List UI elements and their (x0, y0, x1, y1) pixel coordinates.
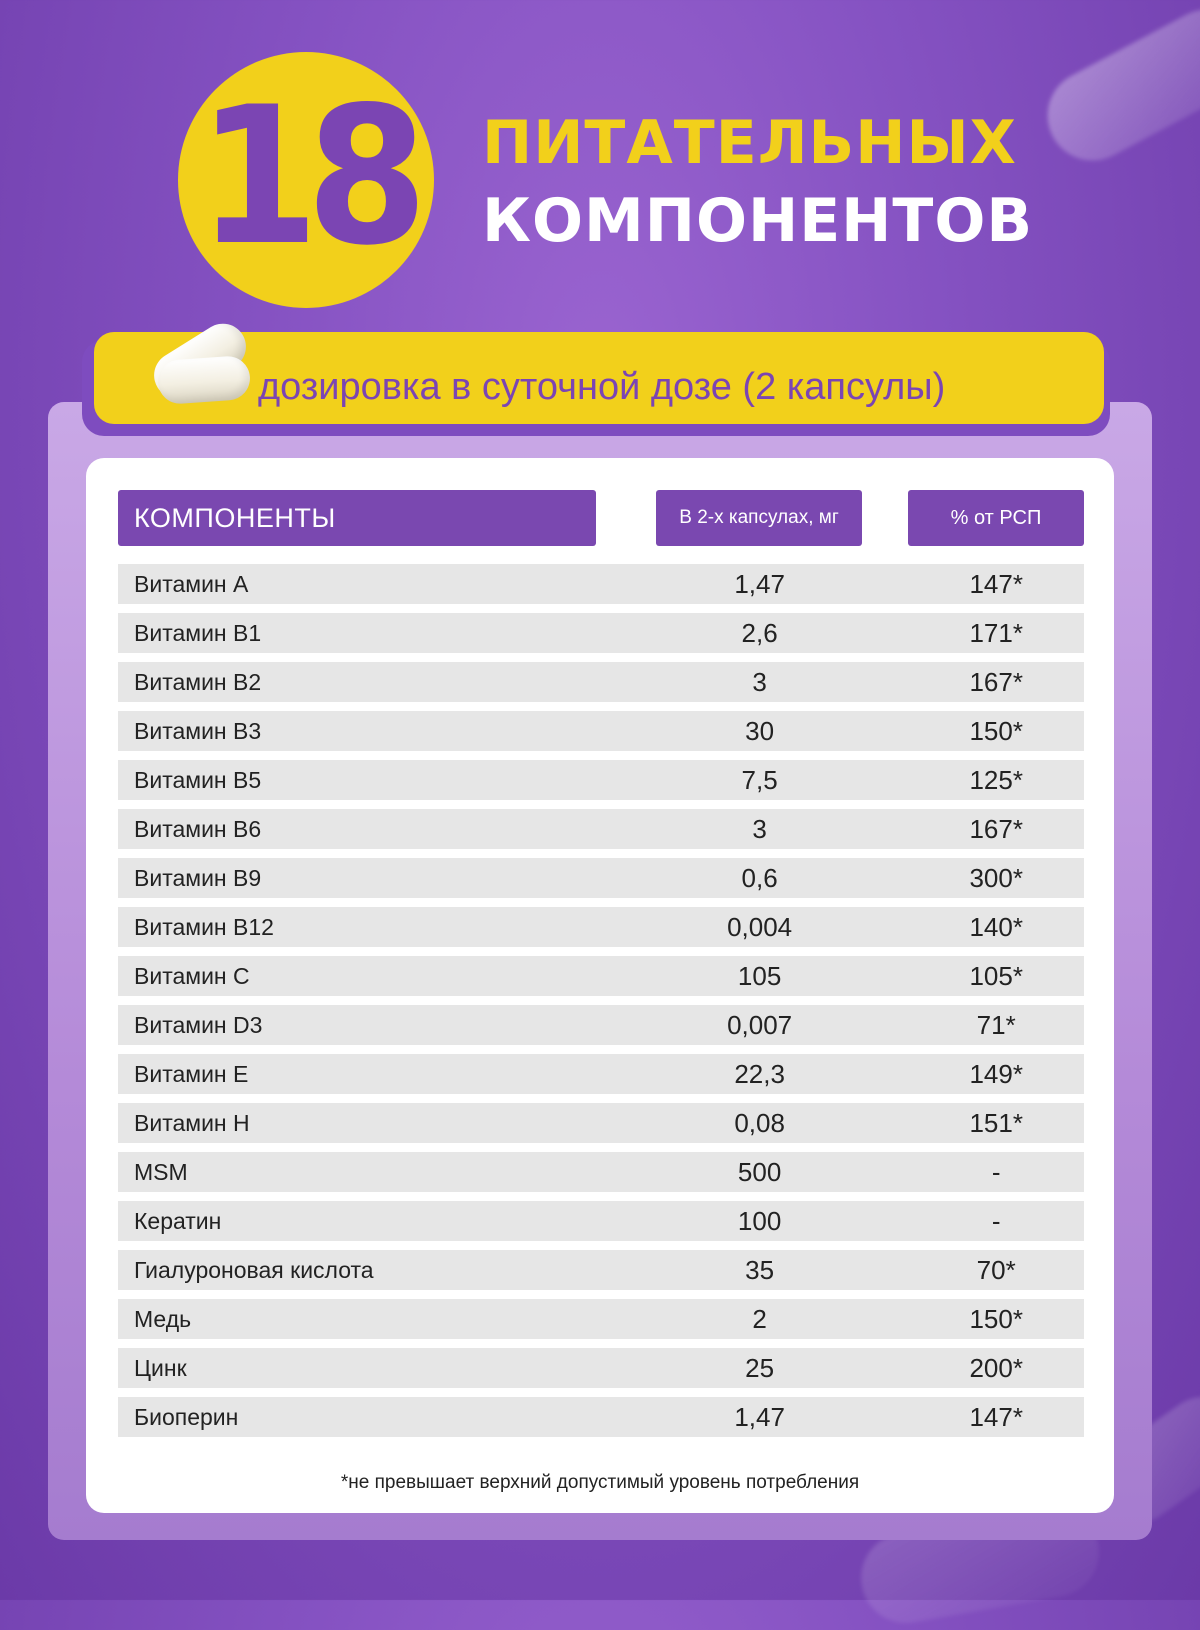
cell-amount: 22,3 (734, 1058, 785, 1089)
background-capsule-top-right (1032, 0, 1200, 176)
cell-component: Витамин В6 (134, 815, 262, 842)
cell-amount: 3 (752, 666, 767, 697)
cell-amount: 30 (745, 715, 775, 746)
cell-amount: 0,007 (727, 1009, 793, 1040)
table-row (118, 613, 1084, 653)
cell-percent: 150* (969, 1303, 1023, 1334)
cell-component: Витамин А (134, 570, 249, 597)
cell-component: Витамин В2 (134, 668, 262, 695)
nutrient-rows (118, 564, 1084, 1446)
table-row (118, 1299, 1084, 1339)
cell-amount: 1,47 (734, 1401, 785, 1432)
nutrient-table-card (86, 458, 1114, 1513)
cell-amount: 35 (745, 1254, 775, 1285)
cell-component: Витамин В3 (134, 717, 262, 744)
column-header-component: КОМПОНЕНТЫ (118, 490, 596, 546)
table-row (118, 564, 1084, 604)
cell-component: Гиалуроновая кислота (134, 1256, 374, 1283)
cell-percent: 125* (969, 764, 1023, 795)
column-header-percent: % от РСП (908, 490, 1084, 546)
table-row (118, 711, 1084, 751)
cell-percent: 150* (969, 715, 1023, 746)
count-badge (178, 52, 434, 308)
count-number: 18 (197, 66, 415, 287)
cell-percent: - (991, 1156, 1001, 1187)
cell-component: Витамин В12 (134, 913, 274, 940)
table-row (118, 1250, 1084, 1290)
table-row (118, 907, 1084, 947)
cell-percent: 149* (969, 1058, 1023, 1089)
table-row (118, 858, 1084, 898)
table-row (118, 1201, 1084, 1241)
cell-amount: 105 (737, 960, 782, 991)
cell-amount: 25 (745, 1352, 775, 1383)
table-row (118, 809, 1084, 849)
cell-component: Цинк (134, 1354, 187, 1381)
cell-component: Витамин В9 (134, 864, 262, 891)
cell-component: MSM (134, 1158, 188, 1185)
cell-amount: 1,47 (734, 568, 785, 599)
headline-line-2: КОМПОНЕНТОВ (482, 186, 1034, 256)
cell-percent: 200* (969, 1352, 1023, 1383)
cell-amount: 7,5 (741, 764, 778, 795)
cell-percent: 167* (969, 813, 1023, 844)
table-row (118, 1005, 1084, 1045)
cell-percent: 71* (976, 1009, 1016, 1040)
table-row (118, 1348, 1084, 1388)
cell-component: Витамин Н (134, 1109, 250, 1136)
footnote: *не превышает верхний допустимый уровень потребления (340, 1472, 860, 1493)
table-row (118, 1397, 1084, 1437)
cell-amount: 0,08 (734, 1107, 785, 1138)
cell-component: Медь (134, 1305, 192, 1332)
cell-component: Кератин (134, 1207, 222, 1234)
table-row (118, 1054, 1084, 1094)
cell-percent: 147* (969, 568, 1023, 599)
cell-component: Биоперин (134, 1403, 239, 1430)
cell-percent: 147* (969, 1401, 1023, 1432)
capsule-icon-front (157, 355, 252, 405)
cell-amount: 0,004 (727, 911, 793, 942)
column-header-amount: В 2-х капсулах, мг (656, 490, 862, 546)
cell-component: Витамин D3 (134, 1011, 263, 1038)
table-row (118, 662, 1084, 702)
table-row (118, 1152, 1084, 1192)
cell-component: Витамин В1 (134, 619, 262, 646)
table-row (118, 956, 1084, 996)
cell-amount: 3 (752, 813, 767, 844)
cell-percent: 300* (969, 862, 1023, 893)
cell-amount: 2,6 (741, 617, 778, 648)
table-row (118, 760, 1084, 800)
cell-amount: 2 (752, 1303, 767, 1334)
cell-component: Витамин Е (134, 1060, 249, 1087)
cell-percent: 171* (969, 617, 1023, 648)
cell-component: Витамин В5 (134, 766, 262, 793)
cell-amount: 0,6 (741, 862, 778, 893)
dosage-label: дозировка в суточной дозе (2 капсулы) (258, 366, 946, 408)
table-row (118, 1103, 1084, 1143)
cell-amount: 500 (737, 1156, 782, 1187)
cell-percent: 167* (969, 666, 1023, 697)
cell-percent: 105* (969, 960, 1023, 991)
headline-line-1: ПИТАТЕЛЬНЫХ (482, 108, 1017, 178)
cell-component: Витамин С (134, 962, 250, 989)
cell-percent: 70* (976, 1254, 1016, 1285)
cell-percent: 140* (969, 911, 1023, 942)
cell-percent: 151* (969, 1107, 1023, 1138)
cell-percent: - (991, 1205, 1001, 1236)
cell-amount: 100 (737, 1205, 782, 1236)
